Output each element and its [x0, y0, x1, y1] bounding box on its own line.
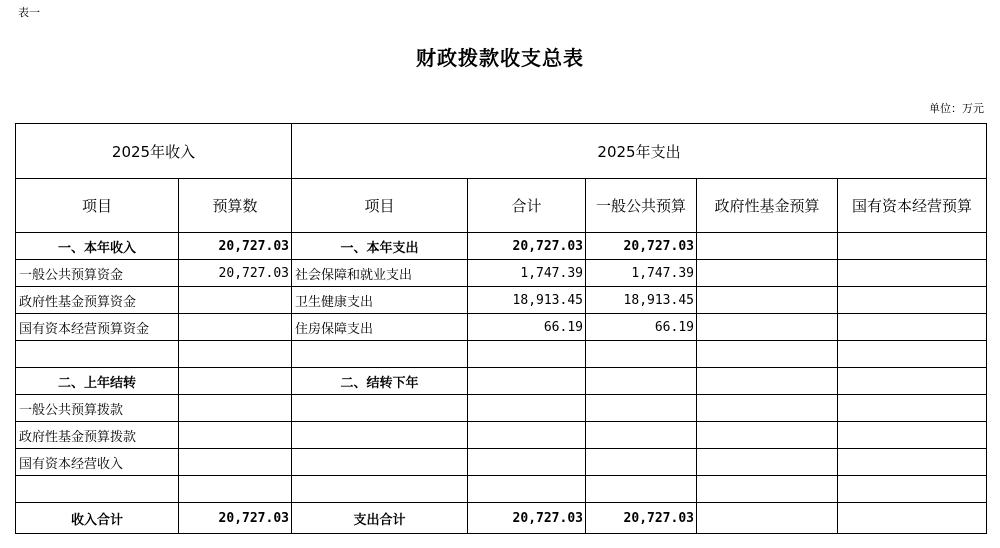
expense-gov-fund: [697, 395, 838, 422]
expense-general: [586, 422, 697, 449]
col-header-general: 一般公共预算: [586, 179, 697, 233]
expense-general: 66.19: [586, 314, 697, 341]
income-item: 国有资本经营收入: [16, 449, 179, 476]
budget-table: [15, 123, 987, 534]
expense-item: 卫生健康支出: [292, 287, 468, 314]
expense-item: [292, 395, 468, 422]
income-group-header: 2025年收入: [16, 124, 292, 179]
col-header-total: 合计: [468, 179, 586, 233]
expense-gov-fund: [697, 341, 838, 368]
table-row: [16, 287, 987, 314]
expense-total: 66.19: [468, 314, 586, 341]
income-amount: [179, 449, 292, 476]
expense-total: [468, 368, 586, 395]
expense-general: 18,913.45: [586, 287, 697, 314]
income-amount: [179, 422, 292, 449]
expense-general: [586, 449, 697, 476]
income-amount: [179, 368, 292, 395]
expense-gov-fund-total: [697, 503, 838, 534]
expense-gov-fund: [697, 476, 838, 503]
expense-state-capital: [838, 476, 987, 503]
col-header-expense-item: 项目: [292, 179, 468, 233]
expense-state-capital: [838, 314, 987, 341]
form-label: 表一: [18, 6, 40, 19]
col-header-gov-fund: 政府性基金预算: [697, 179, 838, 233]
expense-general: 20,727.03: [586, 233, 697, 260]
expense-item: 住房保障支出: [292, 314, 468, 341]
expense-total: 20,727.03: [468, 233, 586, 260]
expense-item: 二、结转下年: [292, 368, 468, 395]
income-item: 国有资本经营预算资金: [16, 314, 179, 341]
expense-total: [468, 476, 586, 503]
income-amount: [179, 341, 292, 368]
expense-gov-fund: [697, 314, 838, 341]
expense-general: 1,747.39: [586, 260, 697, 287]
col-header-income-item: 项目: [16, 179, 179, 233]
col-header-state-capital: 国有资本经营预算: [838, 179, 987, 233]
income-amount: [179, 314, 292, 341]
income-item: [16, 476, 179, 503]
expense-state-capital: [838, 422, 987, 449]
expense-total-amount: 20,727.03: [468, 503, 586, 534]
expense-item: [292, 476, 468, 503]
page-title: 财政拨款收支总表: [416, 46, 584, 70]
column-header-row: [16, 179, 987, 233]
income-item: 政府性基金预算资金: [16, 287, 179, 314]
expense-general-total: 20,727.03: [586, 503, 697, 534]
expense-gov-fund: [697, 233, 838, 260]
expense-total: 1,747.39: [468, 260, 586, 287]
expense-general: [586, 368, 697, 395]
expense-general: [586, 341, 697, 368]
expense-state-capital-total: [838, 503, 987, 534]
income-item: 一、本年收入: [16, 233, 179, 260]
expense-state-capital: [838, 341, 987, 368]
table-row: [16, 476, 987, 503]
expense-total: 18,913.45: [468, 287, 586, 314]
income-item: 一般公共预算资金: [16, 260, 179, 287]
income-item: 一般公共预算拨款: [16, 395, 179, 422]
table-row: [16, 341, 987, 368]
expense-total: [468, 449, 586, 476]
income-total-amount: 20,727.03: [179, 503, 292, 534]
expense-state-capital: [838, 368, 987, 395]
table-row: [16, 314, 987, 341]
expense-item: [292, 449, 468, 476]
expense-state-capital: [838, 395, 987, 422]
expense-item: 一、本年支出: [292, 233, 468, 260]
expense-gov-fund: [697, 287, 838, 314]
unit-label: 单位：万元: [929, 102, 984, 115]
income-amount: 20,727.03: [179, 260, 292, 287]
expense-group-header: 2025年支出: [292, 124, 987, 179]
group-header-row: [16, 124, 987, 179]
table-row: [16, 233, 987, 260]
income-total-label: 收入合计: [16, 503, 179, 534]
expense-state-capital: [838, 260, 987, 287]
col-header-budget: 预算数: [179, 179, 292, 233]
expense-item: [292, 341, 468, 368]
table-row: [16, 368, 987, 395]
table-row: [16, 395, 987, 422]
expense-gov-fund: [697, 422, 838, 449]
expense-general: [586, 476, 697, 503]
expense-total-label: 支出合计: [292, 503, 468, 534]
expense-state-capital: [838, 233, 987, 260]
expense-gov-fund: [697, 449, 838, 476]
expense-state-capital: [838, 287, 987, 314]
expense-total: [468, 422, 586, 449]
income-amount: [179, 287, 292, 314]
income-amount: 20,727.03: [179, 233, 292, 260]
expense-item: [292, 422, 468, 449]
income-item: 二、上年结转: [16, 368, 179, 395]
expense-total: [468, 395, 586, 422]
table-row: [16, 449, 987, 476]
table-row: [16, 260, 987, 287]
income-amount: [179, 395, 292, 422]
income-item: 政府性基金预算拨款: [16, 422, 179, 449]
expense-item: 社会保障和就业支出: [292, 260, 468, 287]
totals-row: [16, 503, 987, 534]
income-amount: [179, 476, 292, 503]
table-row: [16, 422, 987, 449]
expense-total: [468, 341, 586, 368]
expense-gov-fund: [697, 368, 838, 395]
expense-general: [586, 395, 697, 422]
expense-state-capital: [838, 449, 987, 476]
expense-gov-fund: [697, 260, 838, 287]
income-item: [16, 341, 179, 368]
